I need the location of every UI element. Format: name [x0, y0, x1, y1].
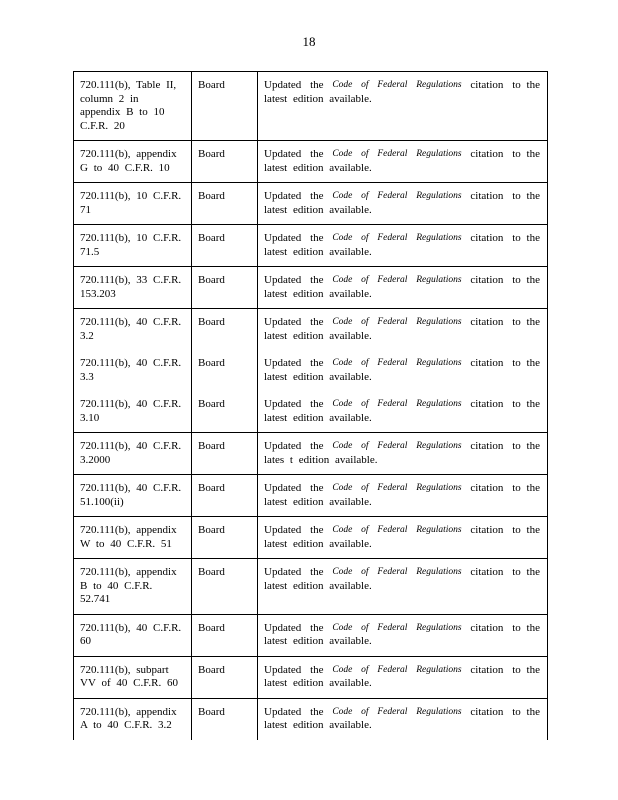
- description-word: Code: [332, 317, 353, 327]
- description-word: Updated: [264, 148, 302, 160]
- description-word: Federal: [377, 80, 408, 90]
- description-word: to the: [512, 482, 540, 494]
- description-word: Code: [332, 622, 353, 633]
- description-word: Updated: [264, 79, 302, 91]
- description-word: to the: [512, 524, 540, 536]
- action-cell: Board: [192, 225, 258, 267]
- description-word: Code: [332, 483, 353, 493]
- description-word: Updated: [264, 705, 302, 718]
- description-word: Regulations: [416, 317, 462, 327]
- description-word: Code: [332, 525, 353, 535]
- description-word: to the: [512, 663, 540, 676]
- section-cell: 720.111(b), appendix W to 40 C.F.R. 51: [74, 517, 192, 559]
- action-cell: Board: [192, 141, 258, 183]
- description-cell: [258, 225, 548, 267]
- description-word: Updated: [264, 190, 302, 202]
- table-row: [74, 614, 548, 656]
- description-word: to the: [512, 148, 540, 160]
- description-word: the: [310, 316, 324, 328]
- section-cell: 720.111(b), 40 C.F.R. 3.2: [74, 309, 192, 351]
- description-word: Updated: [264, 621, 302, 634]
- description-word: Federal: [377, 622, 408, 633]
- description-word: Federal: [377, 441, 408, 451]
- description-word: Federal: [377, 317, 408, 327]
- description-word: Federal: [377, 399, 408, 409]
- description-word: Updated: [264, 357, 302, 369]
- description-word: the: [310, 79, 324, 91]
- description-line2: latest edition available.: [264, 329, 372, 342]
- description-word: Federal: [377, 149, 408, 159]
- description-word: to the: [512, 232, 540, 244]
- description-word: Federal: [377, 191, 408, 201]
- description-word: Updated: [264, 440, 302, 452]
- description-word: Code: [332, 191, 353, 201]
- description-cell: [258, 433, 548, 475]
- action-cell: Board: [192, 656, 258, 698]
- description-word: the: [310, 232, 324, 244]
- description-word: Updated: [264, 232, 302, 244]
- action-cell: Board: [192, 183, 258, 225]
- description-word: Updated: [264, 316, 302, 328]
- description-word: Regulations: [416, 483, 462, 493]
- description-word: to the: [512, 398, 540, 410]
- description-word: Regulations: [416, 706, 462, 717]
- description-word: of: [361, 191, 369, 201]
- description-word: citation: [470, 398, 504, 410]
- description-word: citation: [470, 79, 504, 91]
- description-word: Regulations: [416, 233, 462, 243]
- description-word: of: [361, 317, 369, 327]
- description-word: citation: [470, 274, 504, 286]
- description-word: Updated: [264, 663, 302, 676]
- description-line2: lates t edition available.: [264, 453, 378, 466]
- description-word: to the: [512, 621, 540, 634]
- description-word: of: [361, 483, 369, 493]
- section-cell: 720.111(b), appendix B to 40 C.F.R. 52.741: [74, 559, 192, 615]
- action-cell: Board: [192, 559, 258, 615]
- description-word: Federal: [377, 525, 408, 535]
- description-line2: latest edition available.: [264, 203, 372, 216]
- action-cell: Board: [192, 72, 258, 141]
- page-number: 18: [302, 34, 316, 49]
- description-word: Regulations: [416, 441, 462, 451]
- action-cell: Board: [192, 698, 258, 740]
- description-word: Code: [332, 358, 353, 368]
- description-word: citation: [470, 357, 504, 369]
- description-word: citation: [470, 566, 504, 578]
- description-line2: latest edition available.: [264, 92, 372, 105]
- description-word: Code: [332, 80, 353, 90]
- table-row: [74, 517, 548, 559]
- description-word: Regulations: [416, 358, 462, 368]
- description-line2: latest edition available.: [264, 635, 372, 647]
- regulations-table: [73, 71, 548, 740]
- description-word: of: [361, 233, 369, 243]
- description-cell: [258, 614, 548, 656]
- action-cell: Board: [192, 391, 258, 433]
- description-word: Updated: [264, 274, 302, 286]
- description-line2: latest edition available.: [264, 677, 372, 689]
- description-word: of: [361, 441, 369, 451]
- table-row: [74, 391, 548, 433]
- description-word: the: [310, 621, 324, 634]
- table-row: [74, 72, 548, 141]
- description-word: of: [361, 622, 369, 633]
- table-row: [74, 267, 548, 309]
- description-word: Federal: [377, 483, 408, 493]
- description-word: citation: [470, 148, 504, 160]
- description-word: to the: [512, 79, 540, 91]
- description-line2: latest edition available.: [264, 245, 372, 258]
- description-word: the: [310, 524, 324, 536]
- table-row: [74, 225, 548, 267]
- description-word: of: [361, 706, 369, 717]
- action-cell: Board: [192, 309, 258, 351]
- table-row: [74, 475, 548, 517]
- description-line2: latest edition available.: [264, 495, 372, 508]
- description-word: to the: [512, 190, 540, 202]
- description-line2: latest edition available.: [264, 579, 372, 592]
- table-row: [74, 141, 548, 183]
- action-cell: Board: [192, 517, 258, 559]
- description-word: Code: [332, 399, 353, 409]
- description-word: Updated: [264, 566, 302, 578]
- description-word: Federal: [377, 567, 408, 577]
- section-cell: 720.111(b), Table II, column 2 in appendix B to 10 C.F.R. 20: [74, 72, 192, 141]
- table-row: [74, 183, 548, 225]
- description-word: of: [361, 664, 369, 675]
- section-cell: 720.111(b), 40 C.F.R. 3.2000: [74, 433, 192, 475]
- description-cell: [258, 559, 548, 615]
- description-word: Code: [332, 706, 353, 717]
- description-word: citation: [470, 232, 504, 244]
- section-cell: 720.111(b), 33 C.F.R. 153.203: [74, 267, 192, 309]
- description-word: Code: [332, 275, 353, 285]
- description-cell: [258, 309, 548, 351]
- description-line2: latest edition available.: [264, 411, 372, 424]
- description-line2: latest edition available.: [264, 287, 372, 300]
- description-word: Regulations: [416, 664, 462, 675]
- description-word: of: [361, 525, 369, 535]
- description-word: Updated: [264, 482, 302, 494]
- description-word: citation: [470, 440, 504, 452]
- table-row: [74, 559, 548, 615]
- description-word: Updated: [264, 524, 302, 536]
- action-cell: Board: [192, 433, 258, 475]
- description-word: Regulations: [416, 80, 462, 90]
- description-line2: latest edition available.: [264, 370, 372, 383]
- description-word: Regulations: [416, 399, 462, 409]
- description-cell: [258, 72, 548, 141]
- description-cell: [258, 517, 548, 559]
- description-word: to the: [512, 440, 540, 452]
- section-cell: 720.111(b), 10 C.F.R. 71: [74, 183, 192, 225]
- section-cell: 720.111(b), 40 C.F.R. 3.3: [74, 350, 192, 391]
- description-word: the: [310, 482, 324, 494]
- description-cell: [258, 267, 548, 309]
- action-cell: Board: [192, 350, 258, 391]
- description-cell: [258, 350, 548, 391]
- description-word: Federal: [377, 358, 408, 368]
- description-word: citation: [470, 316, 504, 328]
- description-word: Regulations: [416, 275, 462, 285]
- description-word: of: [361, 358, 369, 368]
- description-line2: latest edition available.: [264, 161, 372, 174]
- description-word: Code: [332, 441, 353, 451]
- description-word: to the: [512, 274, 540, 286]
- section-cell: 720.111(b), subpart VV of 40 C.F.R. 60: [74, 656, 192, 698]
- description-word: the: [310, 705, 324, 718]
- section-cell: 720.111(b), 40 C.F.R. 51.100(ii): [74, 475, 192, 517]
- description-cell: [258, 656, 548, 698]
- description-word: the: [310, 357, 324, 369]
- description-word: Regulations: [416, 567, 462, 577]
- description-word: to the: [512, 316, 540, 328]
- description-word: the: [310, 566, 324, 578]
- description-cell: [258, 475, 548, 517]
- description-word: Regulations: [416, 622, 462, 633]
- description-cell: [258, 183, 548, 225]
- description-line2: latest edition available.: [264, 537, 372, 550]
- description-line2: latest edition available.: [264, 719, 372, 731]
- table-row: [74, 309, 548, 351]
- description-word: to the: [512, 357, 540, 369]
- description-word: Updated: [264, 398, 302, 410]
- table-row: [74, 433, 548, 475]
- action-cell: Board: [192, 475, 258, 517]
- section-cell: 720.111(b), appendix G to 40 C.F.R. 10: [74, 141, 192, 183]
- action-cell: Board: [192, 267, 258, 309]
- description-word: citation: [470, 190, 504, 202]
- description-word: Code: [332, 149, 353, 159]
- description-word: Federal: [377, 664, 408, 675]
- description-word: Regulations: [416, 149, 462, 159]
- description-word: citation: [470, 663, 504, 676]
- description-word: citation: [470, 482, 504, 494]
- description-word: Federal: [377, 275, 408, 285]
- section-cell: 720.111(b), 10 C.F.R. 71.5: [74, 225, 192, 267]
- table-row: [74, 350, 548, 391]
- description-word: citation: [470, 621, 504, 634]
- description-cell: [258, 141, 548, 183]
- description-word: of: [361, 567, 369, 577]
- description-word: of: [361, 149, 369, 159]
- description-word: Code: [332, 233, 353, 243]
- description-word: the: [310, 440, 324, 452]
- description-word: Federal: [377, 706, 408, 717]
- description-word: citation: [470, 524, 504, 536]
- description-word: the: [310, 190, 324, 202]
- description-word: the: [310, 663, 324, 676]
- description-word: Code: [332, 567, 353, 577]
- description-word: citation: [470, 705, 504, 718]
- section-cell: 720.111(b), 40 C.F.R. 60: [74, 614, 192, 656]
- section-cell: 720.111(b), appendix A to 40 C.F.R. 3.2: [74, 698, 192, 740]
- description-word: the: [310, 274, 324, 286]
- description-word: the: [310, 148, 324, 160]
- section-cell: 720.111(b), 40 C.F.R. 3.10: [74, 391, 192, 433]
- description-word: the: [310, 398, 324, 410]
- table-row: [74, 656, 548, 698]
- description-word: of: [361, 275, 369, 285]
- description-word: of: [361, 399, 369, 409]
- description-word: of: [361, 80, 369, 90]
- description-cell: [258, 698, 548, 740]
- description-word: Federal: [377, 233, 408, 243]
- description-word: to the: [512, 566, 540, 578]
- table-row: [74, 698, 548, 740]
- description-word: Code: [332, 664, 353, 675]
- description-cell: [258, 391, 548, 433]
- description-word: to the: [512, 705, 540, 718]
- action-cell: Board: [192, 614, 258, 656]
- description-word: Regulations: [416, 191, 462, 201]
- description-word: Regulations: [416, 525, 462, 535]
